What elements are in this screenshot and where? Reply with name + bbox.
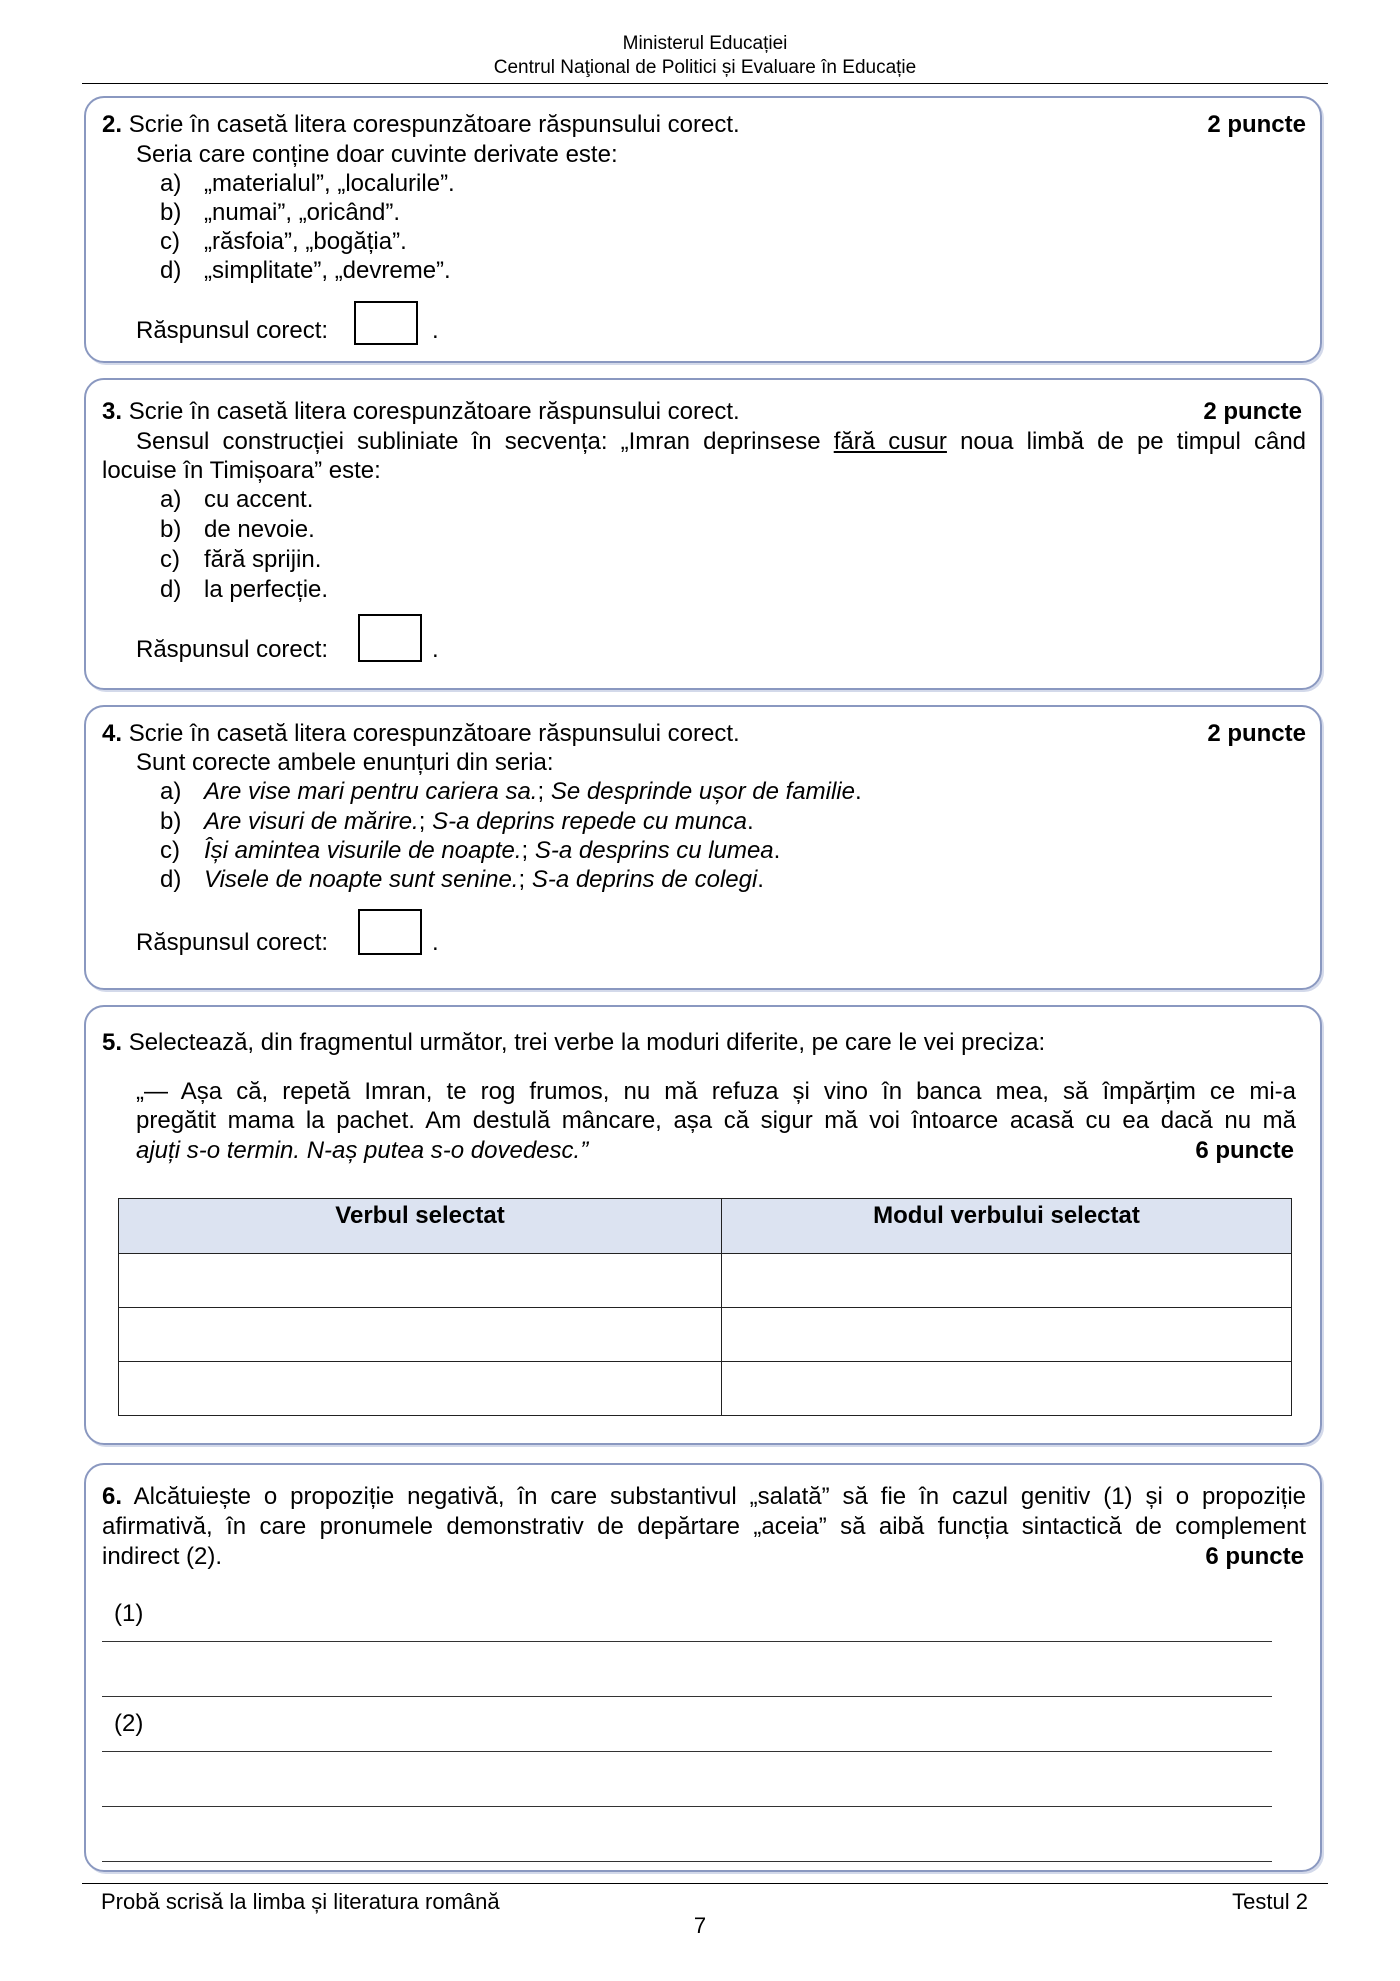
answer-line-2b[interactable] — [102, 1806, 1272, 1807]
q4-option-c-part1: Își amintea visurile de noapte. — [204, 837, 522, 864]
q3-question-before: Sensul construcției subliniate în secvența: „Imran deprinsese — [136, 428, 821, 455]
table-row — [119, 1308, 1292, 1362]
q4-option-a-text — [204, 778, 862, 806]
q3-points: 2 puncte — [1203, 398, 1302, 425]
q4-points: 2 puncte — [1207, 720, 1306, 747]
q4-option-b-part1: Are visuri de mărire. — [204, 808, 419, 835]
q5-verb-table — [118, 1198, 1292, 1416]
q4-option-d-letter: d) — [160, 866, 182, 893]
q4-option-c-sep: ; — [521, 837, 535, 864]
answer-line-1a[interactable] — [102, 1641, 1272, 1642]
q4-option-a-part1: Are vise mari pentru cariera sa. — [204, 778, 538, 805]
q4-number: 4. — [102, 720, 123, 747]
q4-option-b-text — [204, 808, 754, 836]
answer-line-2a[interactable] — [102, 1751, 1272, 1752]
q6-label-1: (1) — [114, 1600, 144, 1627]
q4-option-b-letter: b) — [160, 808, 182, 835]
q4-option-c-end: . — [773, 837, 781, 864]
header-ministry: Ministerul Educației — [622, 33, 788, 54]
q3-option-d-text: la perfecție. — [204, 576, 329, 603]
q6-line3: indirect (2). — [102, 1543, 223, 1570]
q5-instruction: Selectează, din fragmentul următor, trei verbe la moduri diferite, pe care le vei preciza: — [128, 1029, 1046, 1056]
q3-heading — [102, 398, 740, 426]
q4-option-b-end: . — [746, 808, 754, 835]
q4-option-c-part2: S-a desprins cu lumea — [534, 837, 774, 864]
q3-number: 3. — [102, 398, 123, 425]
q3-answer-label: Răspunsul corect: — [136, 636, 329, 663]
q6-line2: afirmativă, în care pronumele demonstrativ de depărtare „aceia” să aibă funcția sintactică de complement — [102, 1513, 1306, 1540]
question-5-box — [84, 1005, 1322, 1445]
q3-option-a-text: cu accent. — [204, 486, 314, 513]
question-4-box — [84, 705, 1322, 990]
q2-option-b-text: „numai”, „oricând”. — [204, 199, 401, 226]
table-header-row — [119, 1199, 1292, 1254]
table-cell-mood[interactable] — [722, 1362, 1292, 1416]
q2-option-c-text: „răsfoia”, „bogăția”. — [204, 228, 407, 255]
q4-instruction: Scrie în casetă litera corespunzătoare răspunsului corect. — [128, 720, 740, 747]
q3-answer-box[interactable] — [358, 614, 422, 662]
table-cell-verb[interactable] — [119, 1308, 722, 1362]
q4-question: Sunt corecte ambele enunțuri din seria: — [136, 749, 554, 776]
q2-heading — [102, 111, 740, 139]
q6-line1 — [102, 1483, 1306, 1511]
q4-option-d-sep: ; — [518, 866, 532, 893]
header-divider — [82, 83, 1328, 84]
q5-points: 6 puncte — [1195, 1137, 1294, 1164]
q6-number: 6. — [102, 1483, 123, 1510]
q3-question-underlined: fără cusur — [833, 428, 947, 455]
q2-instruction: Scrie în casetă litera corespunzătoare răspunsului corect. — [128, 111, 740, 138]
q4-option-a-sep: ; — [537, 778, 551, 805]
table-cell-verb[interactable] — [119, 1254, 722, 1308]
q2-option-d-letter: d) — [160, 257, 182, 284]
table-cell-mood[interactable] — [722, 1254, 1292, 1308]
q3-question-line1 — [136, 428, 1306, 456]
q4-option-a-end: . — [854, 778, 862, 805]
question-2-box — [84, 96, 1322, 363]
q3-option-d-letter: d) — [160, 576, 182, 603]
q2-answer-end: . — [432, 317, 439, 344]
q5-fragment-line3 — [136, 1137, 588, 1165]
q5-fragment-line2: pregătit mama la pachet. Am destulă mâncare, așa că sigur mă voi întoarce acasă cu ea dacă nu mă — [136, 1107, 1296, 1134]
q2-option-b-letter: b) — [160, 199, 182, 226]
table-cell-mood[interactable] — [722, 1308, 1292, 1362]
q5-fragment-line3-text: ajuți s-o termin. N-aș putea s-o dovedesc.” — [136, 1137, 589, 1164]
q4-answer-box[interactable] — [358, 909, 422, 955]
q4-option-d-end: . — [757, 866, 764, 893]
q4-option-d-part1: Visele de noapte sunt senine. — [204, 866, 519, 893]
table-row — [119, 1254, 1292, 1308]
table-cell-verb[interactable] — [119, 1362, 722, 1416]
footer-divider — [82, 1883, 1328, 1884]
q3-question-after: noua limbă de pe timpul când — [960, 428, 1307, 455]
answer-line-1b[interactable] — [102, 1696, 1272, 1697]
q2-option-a-letter: a) — [160, 170, 182, 197]
q4-option-d-text — [204, 866, 764, 894]
q4-option-d-part2: S-a deprins de colegi — [531, 866, 758, 893]
q5-heading — [102, 1029, 1045, 1057]
q6-label-2: (2) — [114, 1710, 144, 1737]
q4-answer-end: . — [432, 929, 439, 956]
table-header-mood: Modul verbului selectat — [722, 1199, 1292, 1254]
page-number: 7 — [693, 1913, 707, 1938]
answer-line-2c[interactable] — [102, 1861, 1272, 1862]
q2-option-c-letter: c) — [160, 228, 180, 255]
footer-exam-title: Probă scrisă la limba și literatura română — [101, 1889, 500, 1914]
q2-number: 2. — [102, 111, 123, 138]
q3-option-b-letter: b) — [160, 516, 182, 543]
q6-points: 6 puncte — [1205, 1543, 1304, 1570]
q5-fragment-line1: „— Așa că, repetă Imran, te rog frumos, nu mă refuza și vino în banca mea, să împărțim ce mi-a — [136, 1078, 1296, 1105]
q2-option-a-text: „materialul”, „localurile”. — [204, 170, 455, 197]
q4-option-a-part2: Se desprinde ușor de familie — [550, 778, 855, 805]
q3-option-c-text: fără sprijin. — [204, 546, 322, 573]
q6-line1-text: Alcătuiește o propoziție negativă, în care substantivul „salată” să fie în cazul genitiv (1) și o propoziție — [133, 1483, 1307, 1510]
table-row — [119, 1362, 1292, 1416]
header-center: Centrul Naţional de Politici și Evaluare în Educație — [493, 57, 917, 78]
question-3-box — [84, 378, 1322, 690]
question-6-box — [84, 1463, 1322, 1872]
q4-option-c-letter: c) — [160, 837, 180, 864]
footer-test-number: Testul 2 — [1232, 1889, 1308, 1914]
q3-answer-end: . — [432, 636, 439, 663]
q2-option-d-text: „simplitate”, „devreme”. — [204, 257, 451, 284]
page-header — [82, 32, 1328, 80]
q4-option-c-text — [204, 837, 780, 865]
q3-option-c-letter: c) — [160, 546, 180, 573]
q2-points: 2 puncte — [1207, 111, 1306, 138]
q4-option-b-part2: S-a deprins repede cu munca — [432, 808, 747, 835]
q3-option-b-text: de nevoie. — [204, 516, 315, 543]
q3-instruction: Scrie în casetă litera corespunzătoare răspunsului corect. — [128, 398, 740, 425]
q4-answer-label: Răspunsul corect: — [136, 929, 329, 956]
q4-option-b-sep: ; — [418, 808, 433, 835]
q4-heading — [102, 720, 740, 748]
q4-option-a-letter: a) — [160, 778, 182, 805]
q3-option-a-letter: a) — [160, 486, 182, 513]
table-header-verb: Verbul selectat — [119, 1199, 722, 1254]
q2-answer-label: Răspunsul corect: — [136, 317, 329, 344]
q2-answer-box[interactable] — [354, 301, 418, 345]
q2-question: Seria care conține doar cuvinte derivate este: — [136, 141, 618, 168]
q3-question-line2: locuise în Timișoara” este: — [102, 457, 381, 484]
q5-number: 5. — [102, 1029, 123, 1056]
